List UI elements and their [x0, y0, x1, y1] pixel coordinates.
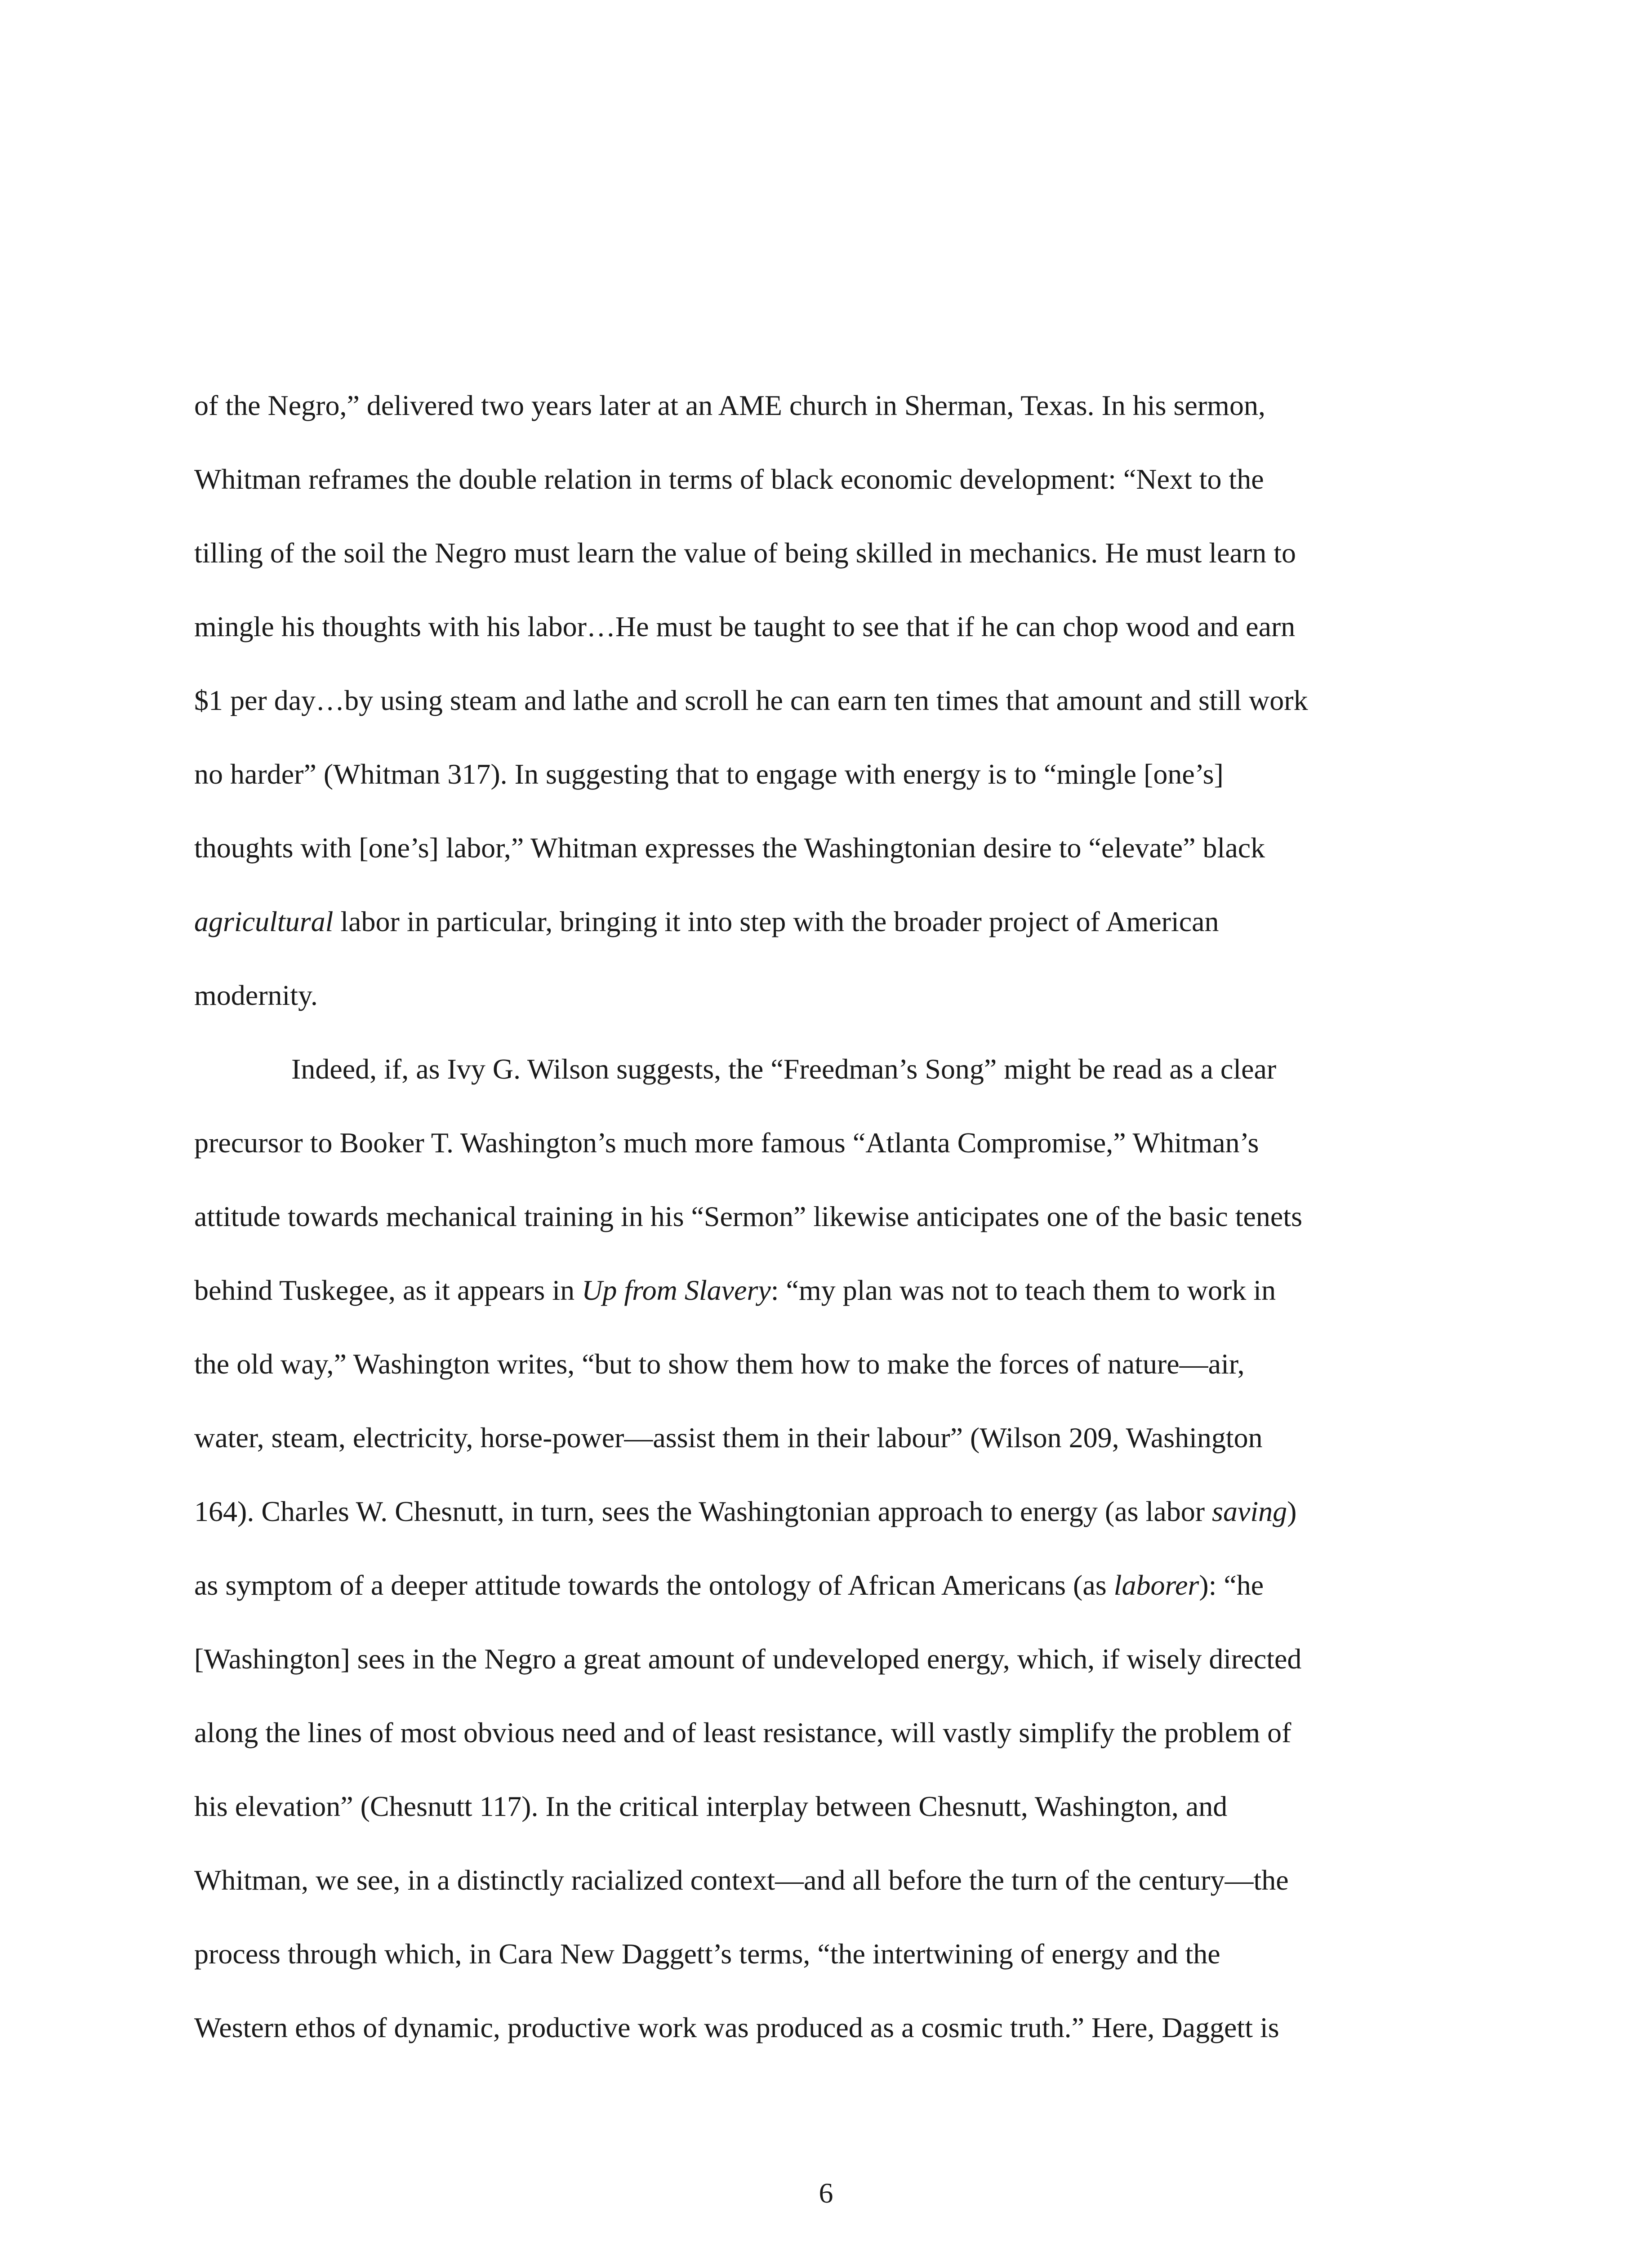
text-line [194, 1401, 1448, 1475]
text-line [194, 1180, 1448, 1253]
text-run: as symptom of a deeper attitude towards the ontology of African Americans (as [194, 1569, 1114, 1601]
text-line [194, 737, 1448, 811]
text-line [194, 516, 1448, 590]
text-line [194, 1991, 1448, 2065]
text-run: along the lines of most obvious need and of least resistance, will vastly simplify the problem of [194, 1717, 1291, 1748]
text-run: tilling of the soil the Negro must learn the value of being skilled in mechanics. He must learn to [194, 537, 1296, 569]
text-run: Western ethos of dynamic, productive work was produced as a cosmic truth.” Here, Daggett is [194, 2012, 1279, 2043]
text-run: his elevation” (Chesnutt 117). In the critical interplay between Chesnutt, Washington, and [194, 1790, 1228, 1822]
text-run: thoughts with [one’s] labor,” Whitman expresses the Washingtonian desire to “elevate” black [194, 832, 1265, 864]
text-run: Whitman reframes the double relation in terms of black economic development: “Next to the [194, 463, 1264, 495]
text-run: labor in particular, bringing it into step with the broader project of American [333, 905, 1219, 937]
paragraph [194, 369, 1448, 1032]
text-line [194, 1475, 1448, 1548]
text-line [194, 1696, 1448, 1770]
text-run: modernity. [194, 979, 318, 1011]
text-run: process through which, in Cara New Daggett’s terms, “the intertwining of energy and the [194, 1938, 1220, 1970]
text-line [194, 1843, 1448, 1917]
text-run: Indeed, if, as Ivy G. Wilson suggests, the “Freedman’s Song” might be read as a clear [291, 1053, 1277, 1085]
text-line [194, 885, 1448, 959]
text-run: $1 per day…by using steam and lathe and scroll he can earn ten times that amount and still work [194, 684, 1308, 716]
text-line [194, 1770, 1448, 1843]
text-line [194, 1917, 1448, 1991]
text-line [194, 1253, 1448, 1327]
page-number: 6 [819, 2177, 833, 2209]
text-line [194, 442, 1448, 516]
italic-text: laborer [1113, 1569, 1199, 1601]
text-line [194, 811, 1448, 885]
text-line [194, 1622, 1448, 1696]
text-run: no harder” (Whitman 317). In suggesting that to engage with energy is to “mingle [one’s] [194, 758, 1224, 790]
italic-text: Up from Slavery [582, 1274, 771, 1306]
text-line [194, 1327, 1448, 1401]
text-line [194, 664, 1448, 737]
text-run: [Washington] sees in the Negro a great amount of undeveloped energy, which, if wisely directed [194, 1643, 1302, 1675]
text-run: water, steam, electricity, horse-power—assist them in their labour” (Wilson 209, Washington [194, 1422, 1263, 1454]
text-line [194, 1032, 1448, 1106]
text-run: mingle his thoughts with his labor…He must be taught to see that if he can chop wood and earn [194, 611, 1296, 642]
text-run: attitude towards mechanical training in his “Sermon” likewise anticipates one of the basic tenets [194, 1200, 1302, 1232]
text-run: behind Tuskegee, as it appears in [194, 1274, 582, 1306]
body-text [194, 369, 1448, 2065]
text-run: : “my plan was not to teach them to work in [770, 1274, 1276, 1306]
text-run: the old way,” Washington writes, “but to show them how to make the forces of nature—air, [194, 1348, 1245, 1380]
italic-text: agricultural [194, 905, 334, 937]
paragraph [194, 1032, 1448, 2065]
text-line [194, 1106, 1448, 1180]
text-run: precursor to Booker T. Washington’s much more famous “Atlanta Compromise,” Whitman’s [194, 1127, 1259, 1159]
text-run: ): “he [1199, 1569, 1264, 1601]
text-run: 164). Charles W. Chesnutt, in turn, sees the Washingtonian approach to energy (as labor [194, 1495, 1212, 1527]
text-line [194, 590, 1448, 664]
text-run: of the Negro,” delivered two years later at an AME church in Sherman, Texas. In his sermon, [194, 389, 1265, 421]
text-line [194, 369, 1448, 442]
italic-text: saving [1212, 1495, 1287, 1527]
text-run: Whitman, we see, in a distinctly racialized context—and all before the turn of the century—the [194, 1864, 1289, 1896]
text-run: ) [1287, 1495, 1297, 1527]
text-line [194, 959, 1448, 1032]
text-line [194, 1548, 1448, 1622]
